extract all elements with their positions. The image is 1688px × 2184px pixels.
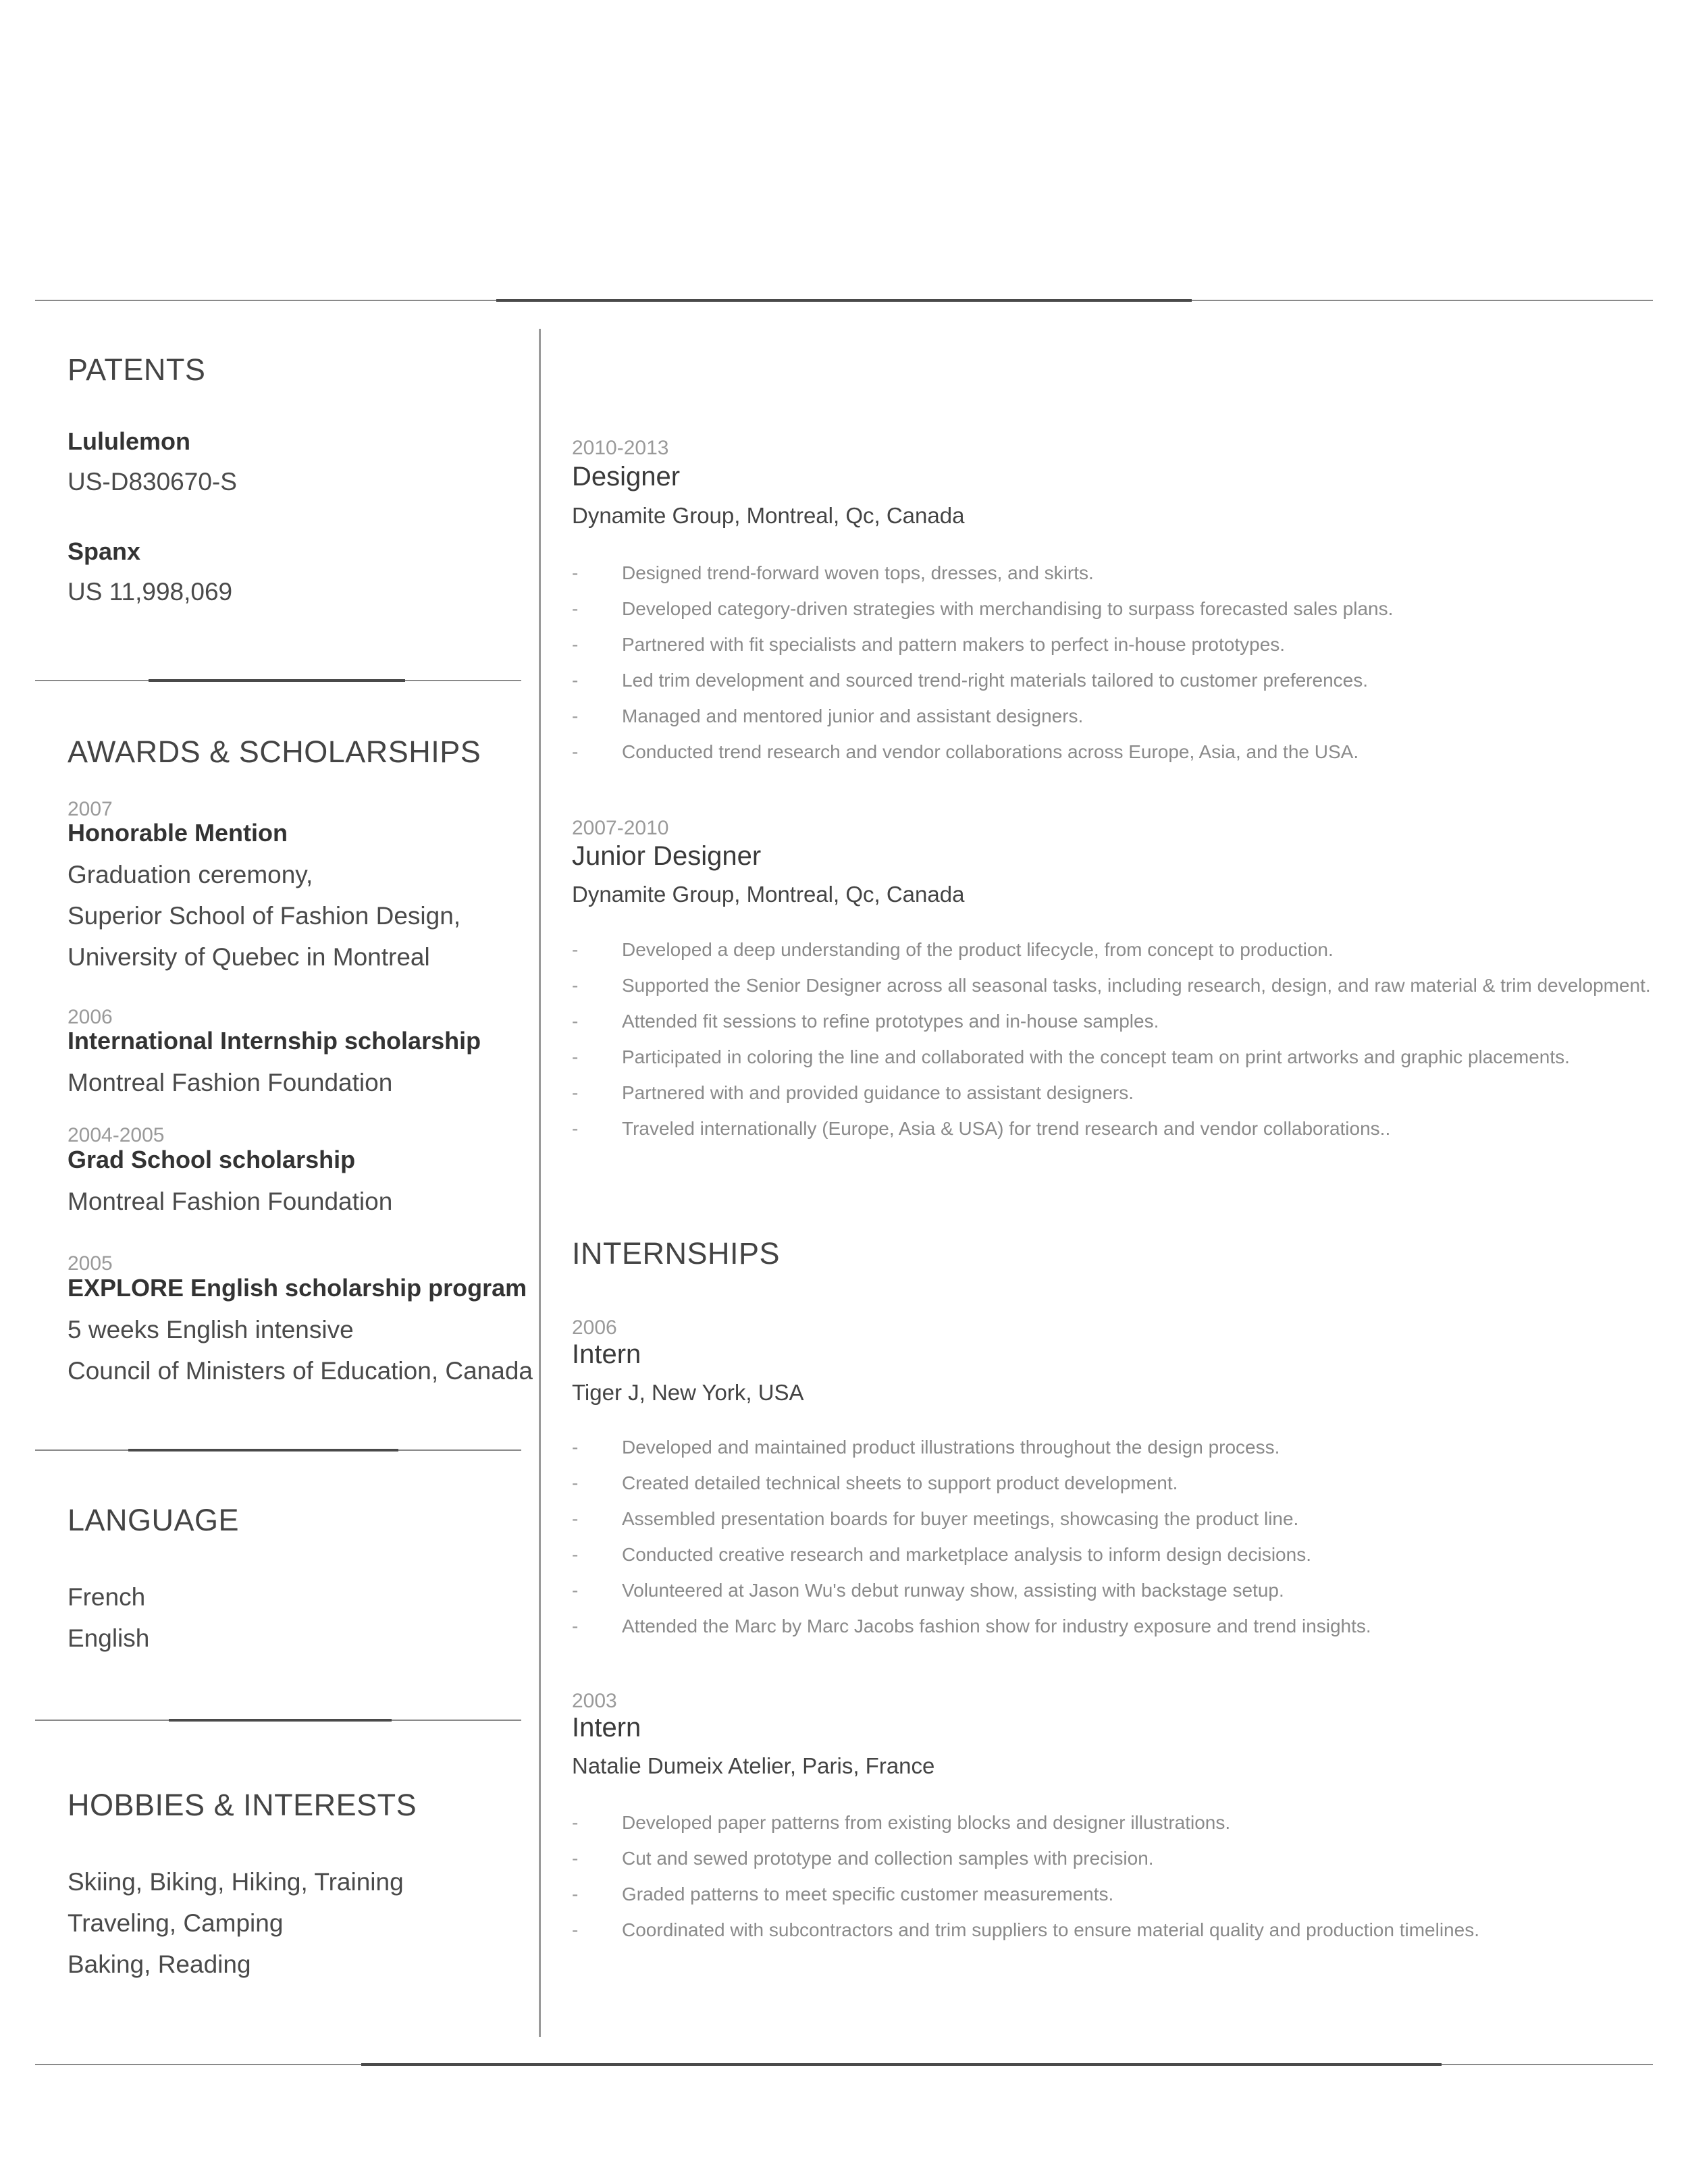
- award-line: University of Quebec in Montreal: [68, 943, 430, 971]
- award-title: EXPLORE English scholarship program: [68, 1274, 527, 1302]
- award-title: Grad School scholarship: [68, 1146, 356, 1173]
- internship-title: Intern: [572, 1339, 641, 1369]
- patent-company: Spanx: [68, 537, 141, 565]
- hobby-item: Baking, Reading: [68, 1950, 251, 1978]
- column-divider: [539, 329, 541, 2037]
- job-bullet: - Designed trend-forward woven tops, dresses, and skirts.: [572, 555, 1393, 591]
- job-bullet: - Led trim development and sourced trend-right materials tailored to customer preferences.: [572, 662, 1393, 698]
- internship-bullet: - Volunteered at Jason Wu's debut runway show, assisting with backstage setup.: [572, 1572, 1371, 1608]
- internship-bullets: [572, 1805, 1479, 1948]
- job-years: 2007-2010: [572, 817, 669, 839]
- internship-bullet: - Created detailed technical sheets to support product development.: [572, 1465, 1371, 1501]
- job-bullet: - Developed category-driven strategies with merchandising to surpass forecasted sales plans.: [572, 591, 1393, 627]
- award-title: Honorable Mention: [68, 819, 288, 847]
- award-title: International Internship scholarship: [68, 1027, 481, 1055]
- patent-number: US-D830670-S: [68, 468, 237, 496]
- award-year: 2007: [68, 798, 113, 820]
- awards-divider-accent: [128, 1449, 398, 1451]
- bottom-divider-accent: [361, 2063, 1442, 2066]
- internship-bullet: - Cut and sewed prototype and collection samples with precision.: [572, 1840, 1479, 1876]
- job-bullet: - Conducted trend research and vendor collaborations across Europe, Asia, and the USA.: [572, 734, 1393, 770]
- job-company: Dynamite Group, Montreal, Qc, Canada: [572, 503, 965, 528]
- language-item: English: [68, 1624, 150, 1652]
- internship-title: Intern: [572, 1713, 641, 1742]
- internship-bullet: - Attended the Marc by Marc Jacobs fashion show for industry exposure and trend insights.: [572, 1608, 1371, 1644]
- hobby-item: Skiing, Biking, Hiking, Training: [68, 1868, 404, 1896]
- language-heading: LANGUAGE: [68, 1503, 240, 1537]
- internship-company: Tiger J, New York, USA: [572, 1380, 804, 1405]
- award-line: Montreal Fashion Foundation: [68, 1069, 393, 1096]
- internships-heading: INTERNSHIPS: [572, 1236, 781, 1271]
- patents-divider-accent: [149, 679, 405, 682]
- hobbies-heading: HOBBIES & INTERESTS: [68, 1788, 417, 1822]
- patent-company: Lululemon: [68, 427, 190, 455]
- internship-bullets: [572, 1429, 1371, 1644]
- job-title: Designer: [572, 462, 681, 491]
- internship-bullet: - Conducted creative research and marketplace analysis to inform design decisions.: [572, 1537, 1371, 1572]
- internship-bullet: - Coordinated with subcontractors and trim suppliers to ensure material quality and production timelines.: [572, 1912, 1479, 1948]
- language-divider-accent: [169, 1719, 392, 1722]
- internship-bullet: - Graded patterns to meet specific customer measurements.: [572, 1876, 1479, 1912]
- top-divider-accent: [496, 299, 1192, 302]
- internship-company: Natalie Dumeix Atelier, Paris, France: [572, 1753, 935, 1778]
- awards-heading: AWARDS & SCHOLARSHIPS: [68, 735, 481, 769]
- job-bullet: - Traveled internationally (Europe, Asia & USA) for trend research and vendor collaborations..: [572, 1111, 1651, 1146]
- award-details: [68, 1062, 392, 1103]
- award-details: [68, 1309, 533, 1391]
- award-details: [68, 854, 460, 978]
- award-year: 2004-2005: [68, 1124, 165, 1146]
- internship-bullet: - Developed and maintained product illustrations throughout the design process.: [572, 1429, 1371, 1465]
- job-company: Dynamite Group, Montreal, Qc, Canada: [572, 882, 965, 907]
- job-years: 2010-2013: [572, 437, 669, 459]
- job-bullets: [572, 932, 1651, 1146]
- hobby-item: Traveling, Camping: [68, 1909, 284, 1937]
- award-details: [68, 1181, 392, 1222]
- job-bullet: - Partnered with and provided guidance to assistant designers.: [572, 1075, 1651, 1111]
- internship-bullet: - Assembled presentation boards for buyer meetings, showcasing the product line.: [572, 1501, 1371, 1537]
- patents-heading: PATENTS: [68, 352, 206, 387]
- job-bullets: [572, 555, 1393, 770]
- job-bullet: - Managed and mentored junior and assistant designers.: [572, 698, 1393, 734]
- job-bullet: - Partnered with fit specialists and pattern makers to perfect in-house prototypes.: [572, 627, 1393, 662]
- award-year: 2005: [68, 1252, 113, 1275]
- award-line: 5 weeks English intensive: [68, 1316, 354, 1343]
- internship-years: 2003: [572, 1690, 617, 1712]
- patent-number: US 11,998,069: [68, 578, 233, 606]
- award-line: Superior School of Fashion Design,: [68, 902, 461, 930]
- job-bullet: - Developed a deep understanding of the product lifecycle, from concept to production.: [572, 932, 1651, 967]
- award-line: Montreal Fashion Foundation: [68, 1188, 393, 1215]
- award-line: Council of Ministers of Education, Canada: [68, 1357, 533, 1385]
- job-bullet: - Supported the Senior Designer across all seasonal tasks, including research, design, and raw material & trim development.: [572, 967, 1651, 1003]
- award-line: Graduation ceremony,: [68, 861, 313, 888]
- award-year: 2006: [68, 1006, 113, 1028]
- job-bullet: - Attended fit sessions to refine prototypes and in-house samples.: [572, 1003, 1651, 1039]
- hobbies-list: [68, 1861, 404, 1985]
- language-item: French: [68, 1583, 146, 1611]
- language-list: [68, 1576, 149, 1659]
- internship-years: 2006: [572, 1316, 617, 1339]
- internship-bullet: - Developed paper patterns from existing blocks and designer illustrations.: [572, 1805, 1479, 1840]
- job-bullet: - Participated in coloring the line and collaborated with the concept team on print artworks and graphic placements.: [572, 1039, 1651, 1075]
- job-title: Junior Designer: [572, 841, 762, 871]
